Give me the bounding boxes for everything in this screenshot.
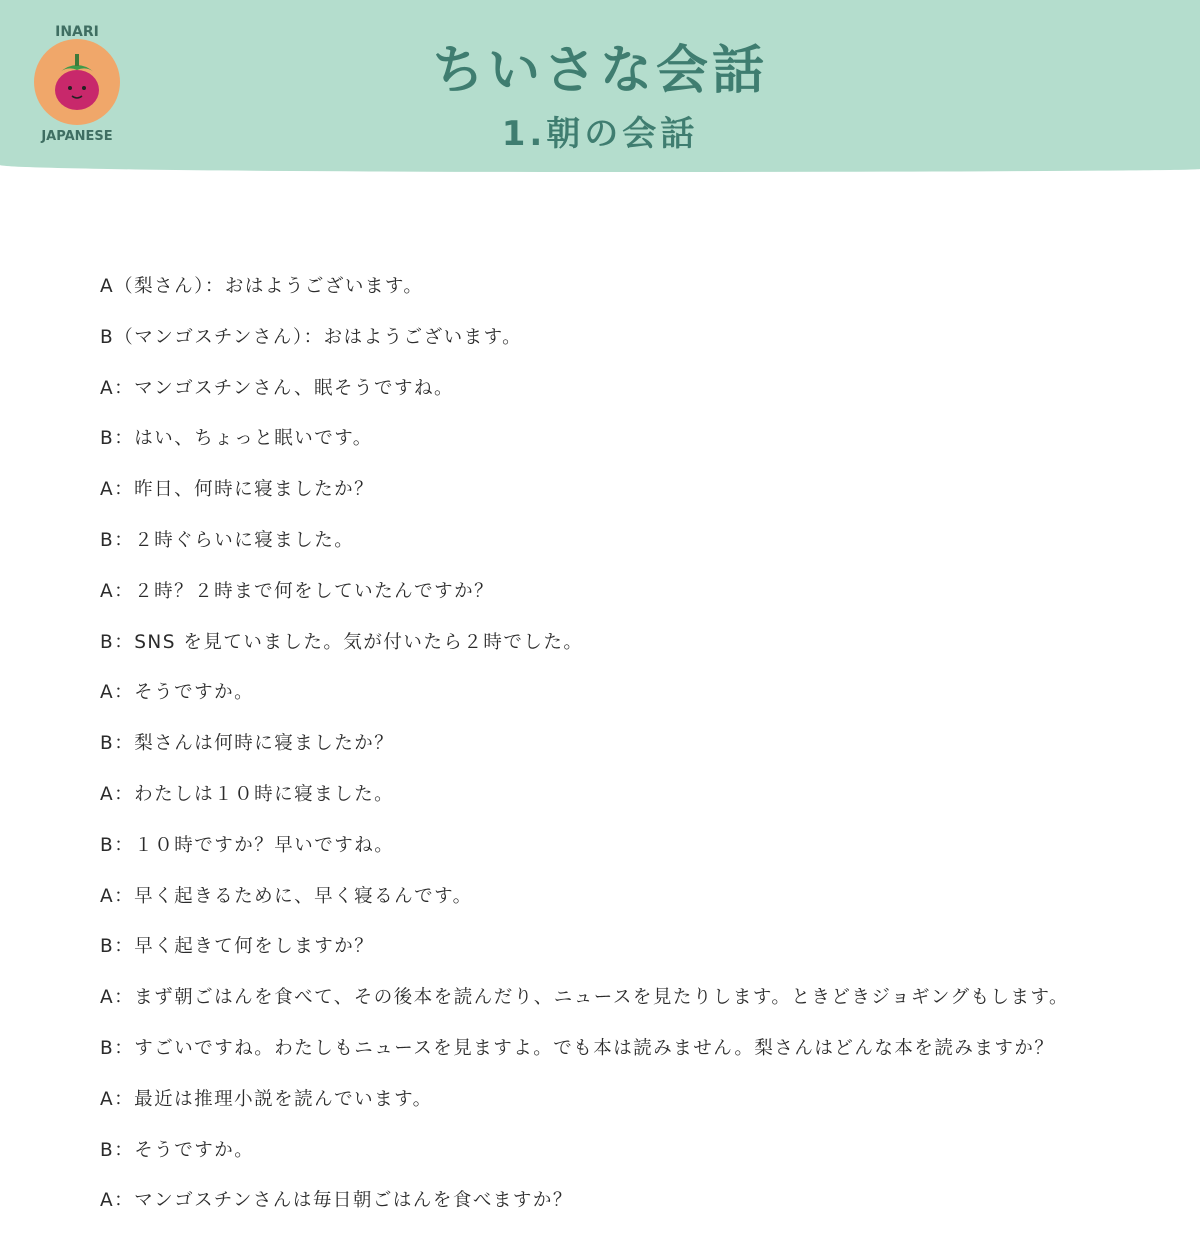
logo-text-top: INARI bbox=[55, 24, 99, 40]
dialogue-line: A：まず朝ごはんを食べて、その後本を読んだり、ニュースを見たりします。ときどきジョギングもします。 bbox=[100, 987, 1069, 1009]
dialogue-line: A：昨日、何時に寝ましたか？ bbox=[100, 479, 375, 501]
dialogue-line: B：早く起きて何をしますか？ bbox=[100, 936, 375, 958]
page-subtitle: 1.朝の会話 bbox=[501, 114, 699, 154]
dialogue-line: A：そうですか。 bbox=[100, 682, 255, 704]
dialogue-line: B：すごいですね。わたしもニュースを見ますよ。でも本は読みません。梨さんはどんな本を読みますか？ bbox=[100, 1037, 1055, 1059]
dialogue-line: B：１０時ですか？早いですね。 bbox=[100, 834, 395, 856]
dialogue-line: B：梨さんは何時に寝ましたか？ bbox=[100, 733, 395, 755]
dialogue-line: B：２時ぐらいに寝ました。 bbox=[100, 529, 355, 551]
dialogue-line: A：早く起きるために、早く寝るんです。 bbox=[100, 885, 473, 907]
dialogue-line: A（梨さん）：おはようございます。 bbox=[100, 276, 424, 297]
dialogue-line: A：２時？２時まで何をしていたんですか？ bbox=[100, 580, 495, 602]
dialogue-list bbox=[100, 270, 1160, 1235]
dialogue-line: B：そうですか。 bbox=[100, 1139, 255, 1161]
logo-text-bottom: JAPANESE bbox=[41, 129, 113, 144]
header-band bbox=[0, 0, 1200, 172]
dialogue-line: B（マンゴスチンさん）：おはようございます。 bbox=[100, 326, 523, 348]
dialogue-line: A：わたしは１０時に寝ました。 bbox=[100, 783, 395, 805]
dialogue-line: A：マンゴスチンさん、眠そうですね。 bbox=[100, 377, 454, 399]
page-title: ちいさな会話 bbox=[431, 41, 768, 101]
dialogue-line: B：SNS を見ていました。気が付いたら２時でした。 bbox=[100, 631, 584, 653]
dialogue-line: A：最近は推理小説を読んでいます。 bbox=[100, 1088, 433, 1110]
dialogue-line: A：マンゴスチンさんは毎日朝ごはんを食べますか？ bbox=[100, 1190, 573, 1212]
dialogue-line: B：はい、ちょっと眠いです。 bbox=[100, 428, 373, 450]
